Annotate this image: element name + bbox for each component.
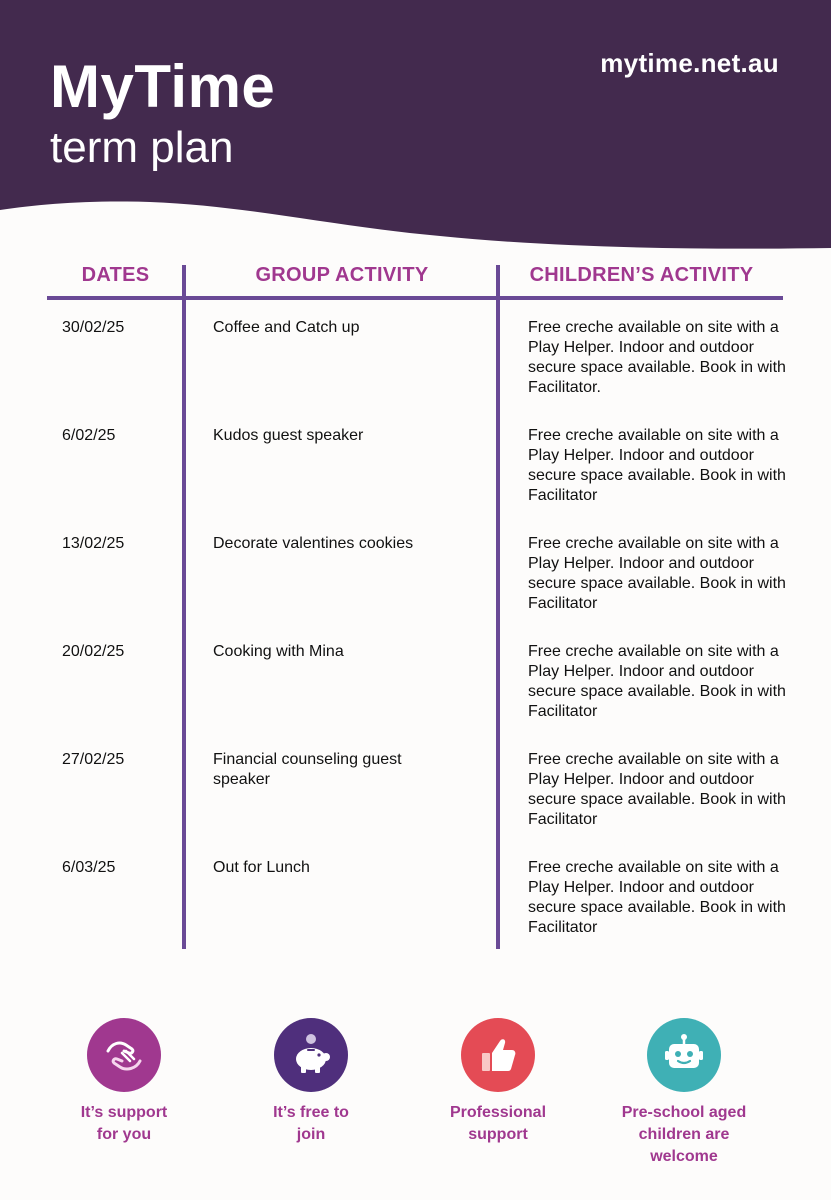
row-group-activity: Kudos guest speaker: [213, 427, 364, 444]
robot-toy-icon: [647, 1018, 721, 1092]
header-banner: [0, 0, 831, 260]
row-childrens-activity: Free creche available on site with a Play Helper. Indoor and outdoor secure space available. Book in with Facilitator.: [528, 319, 786, 396]
website-link[interactable]: mytime.net.au: [600, 48, 779, 78]
table-row: [0, 534, 831, 642]
column-header-group-activity: GROUP ACTIVITY: [255, 264, 429, 286]
table-row: [0, 750, 831, 858]
page-subtitle: term plan: [50, 123, 234, 172]
feature-preschool: [609, 1018, 759, 1168]
row-group-activity: Cooking with Mina: [213, 643, 344, 660]
table-row: [0, 318, 831, 426]
row-date: 30/02/25: [62, 319, 125, 336]
table-row: [0, 642, 831, 750]
column-header-childrens-activity: CHILDREN’S ACTIVITY: [529, 264, 754, 286]
row-childrens-activity: Free creche available on site with a Play Helper. Indoor and outdoor secure space available. Book in with Facilitator: [528, 859, 786, 936]
piggy-bank-icon: [274, 1018, 348, 1092]
feature-label: Professional support: [449, 1104, 547, 1143]
row-group-activity: Decorate valentines cookies: [213, 535, 414, 552]
thumbs-up-icon: [461, 1018, 535, 1092]
row-group-activity: Out for Lunch: [213, 859, 310, 876]
table-row: [0, 858, 831, 966]
row-date: 6/03/25: [62, 859, 116, 876]
brand-block: [50, 52, 275, 174]
feature-support: [49, 1018, 199, 1146]
feature-label: It’s support for you: [80, 1104, 168, 1143]
column-header-dates: DATES: [81, 264, 150, 286]
row-childrens-activity: Free creche available on site with a Play Helper. Indoor and outdoor secure space available. Book in with Facilitator: [528, 427, 786, 504]
table-row: [0, 426, 831, 534]
row-date: 6/02/25: [62, 427, 116, 444]
feature-label: Pre-school aged children are welcome: [621, 1104, 747, 1165]
row-date: 13/02/25: [62, 535, 125, 552]
page-title: MyTime: [50, 53, 276, 120]
helping-hands-icon: [87, 1018, 161, 1092]
row-childrens-activity: Free creche available on site with a Play Helper. Indoor and outdoor secure space available. Book in with Facilitator: [528, 751, 786, 828]
row-childrens-activity: Free creche available on site with a Play Helper. Indoor and outdoor secure space available. Book in with Facilitator: [528, 535, 786, 612]
row-group-activity: Coffee and Catch up: [213, 319, 360, 336]
row-date: 27/02/25: [62, 751, 125, 768]
row-group-activity: Financial counseling guest speaker: [213, 751, 402, 788]
feature-professional: [423, 1018, 573, 1146]
feature-free: [236, 1018, 386, 1146]
row-date: 20/02/25: [62, 643, 125, 660]
row-childrens-activity: Free creche available on site with a Play Helper. Indoor and outdoor secure space available. Book in with Facilitator: [528, 643, 786, 720]
table-header-rule: [47, 296, 783, 300]
feature-label: It’s free to join: [273, 1104, 349, 1143]
